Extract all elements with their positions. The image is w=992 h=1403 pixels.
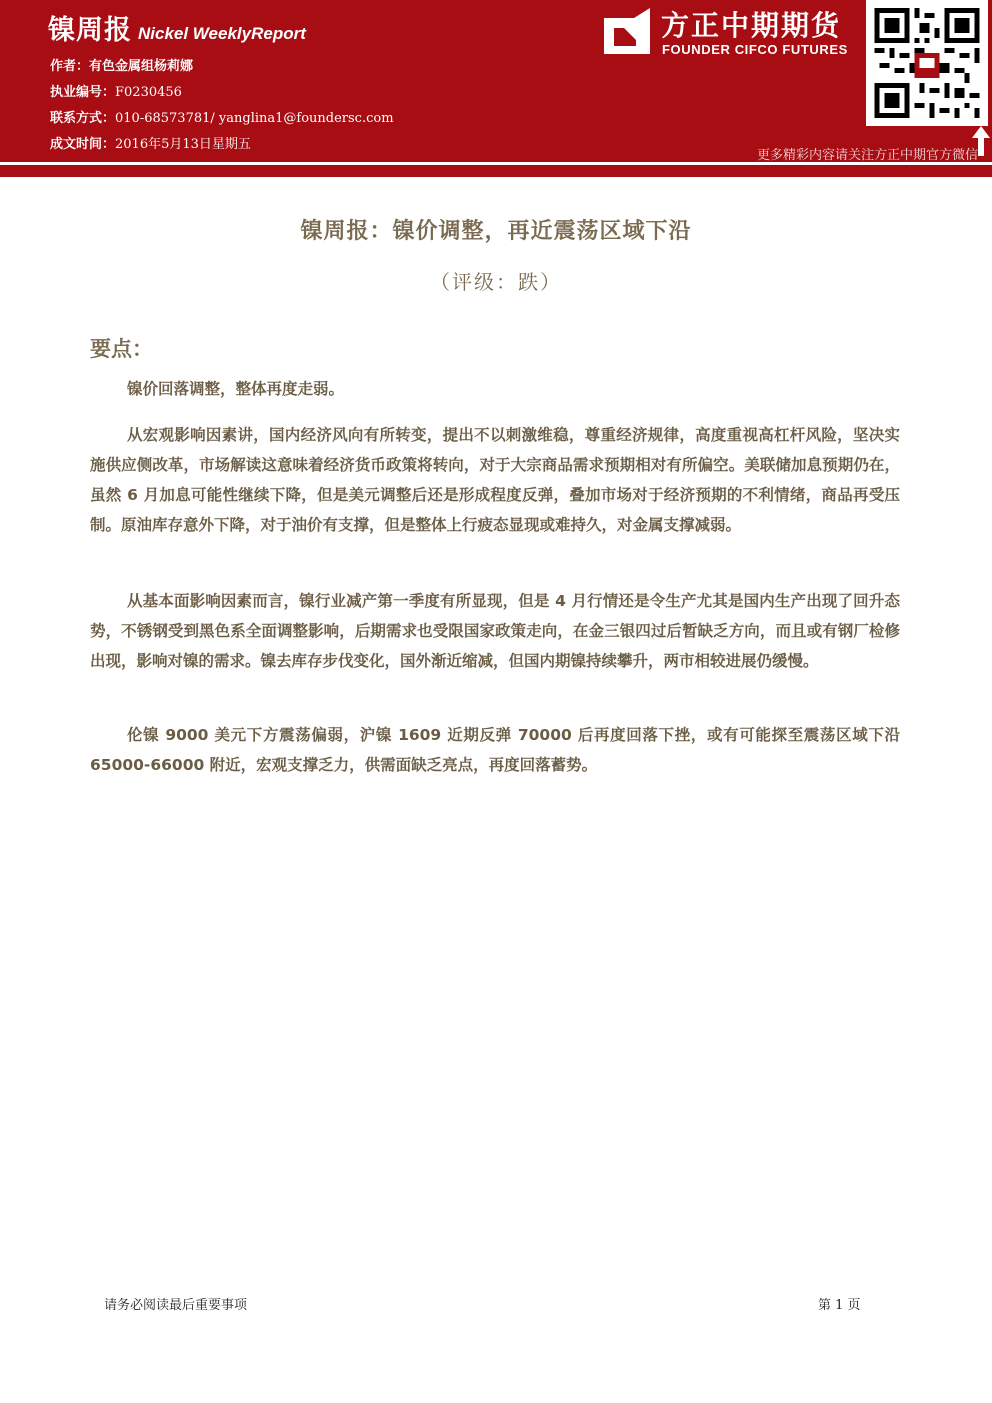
license-label: 执业编号： <box>50 85 116 100</box>
founder-logo-icon <box>604 8 650 54</box>
logo-name-en: FOUNDER CIFCO FUTURES <box>662 42 848 57</box>
rating-label: （评级：跌） <box>430 270 562 294</box>
contact-line <box>50 107 394 126</box>
date-line <box>50 133 251 152</box>
contact-label: 联系方式： <box>50 111 116 126</box>
document-title: 镍周报：镍价调整，再近震荡区域下沿 <box>300 219 692 244</box>
author-value: 有色金属组杨莉娜 <box>89 59 194 74</box>
license-value: F0230456 <box>115 85 182 100</box>
report-title <box>48 8 306 47</box>
logo-name-cn: 方正中期期货 <box>661 9 842 42</box>
qr-code <box>866 0 988 126</box>
contact-value[interactable]: 010-68573781/ yanglina1@foundersc.com <box>115 111 394 126</box>
report-title-en: Nickel WeeklyReport <box>138 24 306 43</box>
paragraph-outlook: 伦镍 9000 美元下方震荡偏弱，沪镍 1609 近期反弹 70000 后再度回落下挫，或有可能探至震荡区域下沿 65000-66000 附近，宏观支撑乏力，供需面缺乏亮点，再度回落蓄势。 <box>90 726 900 774</box>
qr-code-icon <box>874 8 980 118</box>
section-heading: 要点： <box>90 337 153 361</box>
follow-wechat-text: 更多精彩内容请关注方正中期官方微信 <box>756 148 978 163</box>
paragraph-macro: 从宏观影响因素讲，国内经济风向有所转变，提出不以刺激维稳，尊重经济规律，高度重视高杠杆风险，坚决实施供应侧改革，市场解读这意味着经济货币政策将转向，对于大宗商品需求预期相对有所偏空。美联储加息预期仍在，虽然 6 月加息可能性继续下降，但是美元调整后还是形成程度反弹，叠加市场对于经济预期的不利情绪，商品再受压制。原油库存意外下降，对于油价有支撑，但是整体上行疲态显现或难持久，对金属支撑减弱。 <box>90 426 900 534</box>
date-value: 2016年5月13日星期五 <box>115 137 251 152</box>
paragraph-summary: 镍价回落调整，整体再度走弱。 <box>127 380 345 398</box>
footer-notice: 请务必阅读最后重要事项 <box>104 1298 248 1313</box>
header-bottom-band <box>0 165 992 177</box>
report-title-cn: 镍周报 <box>48 15 132 46</box>
page-number: 第 1 页 <box>818 1298 861 1313</box>
author-line <box>50 55 193 74</box>
date-label: 成文时间： <box>50 137 116 152</box>
author-label: 作者： <box>50 59 90 74</box>
paragraph-fundamentals: 从基本面影响因素而言，镍行业减产第一季度有所显现，但是 4 月行情还是令生产尤其是国内生产出现了回升态势，不锈钢受到黑色系全面调整影响，后期需求也受限国家政策走向，在金三银四过后暂缺乏方向，而且或有钢厂检修出现，影响对镍的需求。镍去库存步伐变化，国外渐近缩减，但国内期镍持续攀升，两市相较进展仍缓慢。 <box>90 592 900 670</box>
license-line <box>50 81 182 100</box>
